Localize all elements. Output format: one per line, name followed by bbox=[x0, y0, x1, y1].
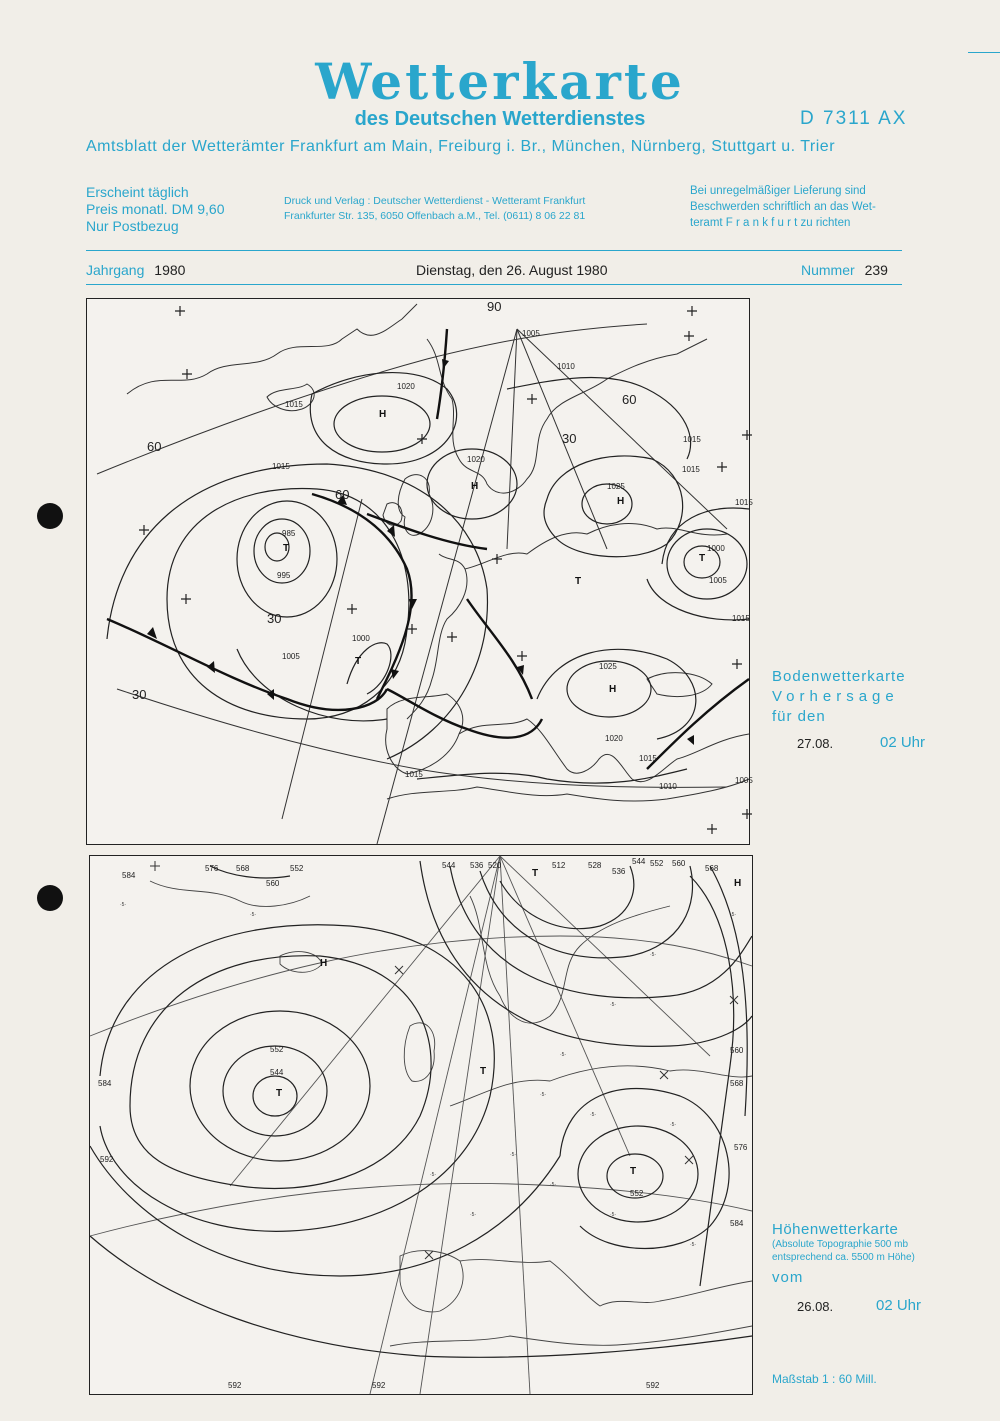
isobar bbox=[507, 377, 691, 459]
coastline-iberia bbox=[386, 694, 463, 774]
front-symbol bbox=[687, 735, 694, 745]
isobar bbox=[662, 508, 749, 564]
grid-label: 30 bbox=[267, 611, 282, 626]
front-symbol bbox=[391, 669, 399, 679]
contour-label: 592 bbox=[372, 1381, 386, 1390]
contour-label: 568 bbox=[705, 864, 719, 873]
front-symbol bbox=[387, 525, 395, 537]
meridian bbox=[420, 856, 500, 1394]
grid-label: 60 bbox=[147, 439, 162, 454]
contour-label: 528 bbox=[588, 861, 602, 870]
coastline-iberia bbox=[400, 1251, 463, 1312]
coastline-europe-mainland bbox=[465, 524, 727, 569]
station-plot: ·5· bbox=[430, 1172, 437, 1178]
isobar-label: 1025 bbox=[607, 482, 625, 491]
contour-label: 536 bbox=[470, 861, 484, 870]
station-plot: ·5· bbox=[560, 1052, 567, 1058]
jahrgang-label: Jahrgang bbox=[86, 262, 145, 278]
isobar-label: 1000 bbox=[352, 634, 370, 643]
coastline-europe-west bbox=[407, 554, 467, 719]
nummer bbox=[801, 262, 888, 278]
issue-date: Dienstag, den 26. August 1980 bbox=[416, 262, 608, 278]
centre-label: H bbox=[617, 496, 625, 507]
delivery-line: Bei unregelmäßiger Lieferung sind bbox=[690, 185, 866, 197]
upper-contour-labels bbox=[98, 857, 748, 1390]
station-plot: ·5· bbox=[650, 952, 657, 958]
centre-label: T bbox=[276, 1088, 283, 1099]
caption-line: Höhenwetterkarte bbox=[772, 1221, 899, 1238]
coastline-greenland bbox=[150, 881, 310, 906]
cold-front bbox=[467, 599, 532, 699]
station-plot: ·5· bbox=[510, 1152, 517, 1158]
front-symbol bbox=[207, 661, 215, 673]
subcaption-line: entsprechend ca. 5500 m Höhe) bbox=[772, 1252, 915, 1263]
station-plot: ·5· bbox=[610, 1212, 617, 1218]
isobar bbox=[107, 464, 487, 759]
contour bbox=[253, 1076, 297, 1116]
divider-bottom bbox=[86, 284, 902, 285]
contour-label: 560 bbox=[266, 879, 280, 888]
nummer-label: Nummer bbox=[801, 262, 855, 278]
isobar-label: 1005 bbox=[709, 576, 727, 585]
upper-map-caption bbox=[772, 1220, 898, 1240]
isobar-label: 1015 bbox=[732, 614, 750, 623]
isobar-label: 1000 bbox=[707, 544, 725, 553]
surface-map-date: 27.08. bbox=[797, 736, 834, 751]
meridian bbox=[500, 856, 710, 1056]
centre-label: H bbox=[471, 481, 479, 492]
punch-hole-top bbox=[37, 503, 63, 529]
isobar bbox=[237, 649, 387, 721]
centre-label: T bbox=[532, 868, 539, 879]
publication-code: D 7311 AX bbox=[800, 108, 908, 129]
station-plot: ·5· bbox=[470, 1212, 477, 1218]
info-left-line: Nur Postbezug bbox=[86, 218, 179, 234]
centre-label: T bbox=[480, 1066, 487, 1077]
nummer-value: 239 bbox=[864, 262, 888, 278]
centre-label: H bbox=[734, 878, 742, 889]
grid-label: 30 bbox=[562, 431, 577, 446]
contour bbox=[420, 861, 752, 1046]
station-plot: ·5· bbox=[610, 1002, 617, 1008]
centre-label: T bbox=[355, 656, 362, 667]
meridian bbox=[230, 856, 500, 1186]
contour-label: 552 bbox=[290, 864, 304, 873]
contour-label: 544 bbox=[632, 857, 646, 866]
station-plot: ·5· bbox=[670, 1122, 677, 1128]
contour-label: 568 bbox=[236, 864, 250, 873]
surface-isobar-labels bbox=[272, 329, 753, 791]
caption-line: Bodenwetterkarte bbox=[772, 668, 906, 685]
contour-label: 552 bbox=[630, 1189, 644, 1198]
coastline-mediterranean bbox=[459, 719, 749, 782]
contour bbox=[578, 1126, 698, 1222]
isobar-label: 1005 bbox=[282, 652, 300, 661]
isobar-label: 995 bbox=[277, 571, 291, 580]
centre-label: T bbox=[699, 553, 706, 564]
coastline-iceland bbox=[280, 952, 322, 973]
contour-label: 592 bbox=[646, 1381, 660, 1390]
upper-map-time: 02 Uhr bbox=[876, 1297, 922, 1314]
contour-label: 544 bbox=[442, 861, 456, 870]
isobar bbox=[237, 501, 337, 617]
contour-label: 544 bbox=[270, 1068, 284, 1077]
coastline-europe bbox=[450, 1066, 752, 1106]
caption-line: für den bbox=[772, 708, 826, 725]
upper-map-subcaption bbox=[772, 1238, 915, 1264]
isobar-label: 1020 bbox=[605, 734, 623, 743]
front-symbol bbox=[442, 359, 449, 369]
contour-label: 552 bbox=[270, 1045, 284, 1054]
meridian bbox=[377, 329, 517, 844]
publisher-line: Druck und Verlag : Deutscher Wetterdienst - Wetteramt Frankfurt bbox=[284, 195, 586, 207]
contour bbox=[560, 1089, 729, 1249]
grid-label: 30 bbox=[132, 687, 147, 702]
centre-label: H bbox=[379, 409, 387, 420]
isobar-label: 985 bbox=[282, 529, 296, 538]
caption-line: Vorhersage bbox=[772, 688, 899, 705]
isobar-label: 1015 bbox=[682, 465, 700, 474]
isobar bbox=[544, 456, 683, 557]
station-plot: ·5· bbox=[550, 1182, 557, 1188]
grid-label: 60 bbox=[622, 392, 637, 407]
contour-label: 512 bbox=[552, 861, 566, 870]
grid-label: 60 bbox=[335, 487, 350, 502]
delivery-line: teramt F r a n k f u r t zu richten bbox=[690, 217, 851, 229]
isobar-label: 1015 bbox=[639, 754, 657, 763]
isobar-label: 1015 bbox=[272, 462, 290, 471]
contour bbox=[480, 866, 693, 958]
contour bbox=[223, 1046, 327, 1136]
delivery-note bbox=[690, 183, 876, 231]
coastline-mediterranean bbox=[460, 1260, 752, 1306]
divider-top bbox=[86, 250, 902, 251]
isobar-label: 1005 bbox=[522, 329, 540, 338]
info-left-line: Preis monatl. DM 9,60 bbox=[86, 201, 225, 217]
contour-label: 560 bbox=[672, 859, 686, 868]
isobar bbox=[334, 396, 430, 452]
contour-label: 552 bbox=[650, 859, 664, 868]
map-scale: Maßstab 1 : 60 Mill. bbox=[772, 1372, 877, 1386]
surface-map-time: 02 Uhr bbox=[880, 734, 926, 751]
isobar bbox=[667, 529, 747, 599]
masthead-title: Wetterkarte bbox=[315, 52, 685, 111]
contour-label: 536 bbox=[612, 867, 626, 876]
contour bbox=[190, 1011, 370, 1161]
subcaption-line: (Absolute Topographie 500 mb bbox=[772, 1239, 909, 1250]
isobar-label: 1015 bbox=[405, 770, 423, 779]
surface-grid-labels bbox=[132, 299, 636, 702]
centre-label: T bbox=[630, 1166, 637, 1177]
publisher-info bbox=[284, 194, 585, 224]
publication-info-left bbox=[86, 184, 225, 235]
isobar-label: 1020 bbox=[397, 382, 415, 391]
upper-map-date: 26.08. bbox=[797, 1299, 834, 1314]
centre-label: T bbox=[283, 543, 290, 554]
station-plot: ·5· bbox=[250, 912, 257, 918]
isobar-label: 1005 bbox=[735, 776, 753, 785]
contour-label: 584 bbox=[98, 1079, 112, 1088]
station-plot: ·5· bbox=[540, 1092, 547, 1098]
centre-label: H bbox=[320, 958, 328, 969]
contour-label: 560 bbox=[730, 1046, 744, 1055]
contour-label: 584 bbox=[122, 871, 136, 880]
isobar-label: 1010 bbox=[557, 362, 575, 371]
contour bbox=[100, 925, 494, 1232]
amtsblatt-line: Amtsblatt der Wetterämter Frankfurt am Main, Freiburg i. Br., München, Nürnberg, Stuttgart u. Trier bbox=[86, 138, 836, 155]
station-plot: ·5· bbox=[730, 912, 737, 918]
isobar-label: 1015 bbox=[735, 498, 753, 507]
contour-label: 520 bbox=[488, 861, 502, 870]
publisher-line: Frankfurter Str. 135, 6050 Offenbach a.M., Tel. (0611) 8 06 22 81 bbox=[284, 210, 586, 222]
isobar-label: 1020 bbox=[467, 455, 485, 464]
contour-label: 576 bbox=[205, 864, 219, 873]
centre-label: H bbox=[609, 684, 617, 695]
coastline-greenland bbox=[127, 304, 417, 394]
occluded-front bbox=[647, 679, 749, 769]
isobar-label: 1025 bbox=[599, 662, 617, 671]
jahrgang bbox=[86, 262, 185, 278]
contour-label: 576 bbox=[734, 1143, 748, 1152]
contour-label: 584 bbox=[730, 1219, 744, 1228]
upper-centres bbox=[276, 868, 741, 1177]
centre-label: T bbox=[575, 576, 582, 587]
contour bbox=[90, 1236, 752, 1357]
delivery-line: Beschwerden schriftlich an das Wet- bbox=[690, 201, 876, 213]
cold-front bbox=[437, 329, 447, 419]
contour bbox=[210, 866, 290, 878]
upper-map-drawing bbox=[90, 856, 752, 1394]
masthead-subtitle: des Deutschen Wetterdienstes bbox=[354, 108, 646, 130]
station-plot: ·5· bbox=[690, 1242, 697, 1248]
info-left-line: Erscheint täglich bbox=[86, 184, 189, 200]
contour-label: 568 bbox=[730, 1079, 744, 1088]
isobar-label: 1010 bbox=[659, 782, 677, 791]
station-plot: ·5· bbox=[590, 1112, 597, 1118]
contour-label: 592 bbox=[100, 1155, 114, 1164]
surface-map-caption bbox=[772, 667, 906, 727]
upper-map-vom: vom bbox=[772, 1269, 804, 1286]
station-plot: ·5· bbox=[120, 902, 127, 908]
grid-label: 90 bbox=[487, 299, 502, 314]
contour-label: 592 bbox=[228, 1381, 242, 1390]
coastline-black-sea bbox=[647, 673, 712, 697]
jahrgang-value: 1980 bbox=[154, 262, 186, 278]
contour bbox=[90, 1146, 560, 1276]
isobar-label: 1015 bbox=[683, 435, 701, 444]
isobar-label: 1015 bbox=[285, 400, 303, 409]
surface-weather-map bbox=[86, 298, 753, 845]
upper-air-map bbox=[89, 855, 753, 1395]
surface-map-drawing bbox=[87, 299, 753, 844]
punch-hole-bottom bbox=[37, 885, 63, 911]
